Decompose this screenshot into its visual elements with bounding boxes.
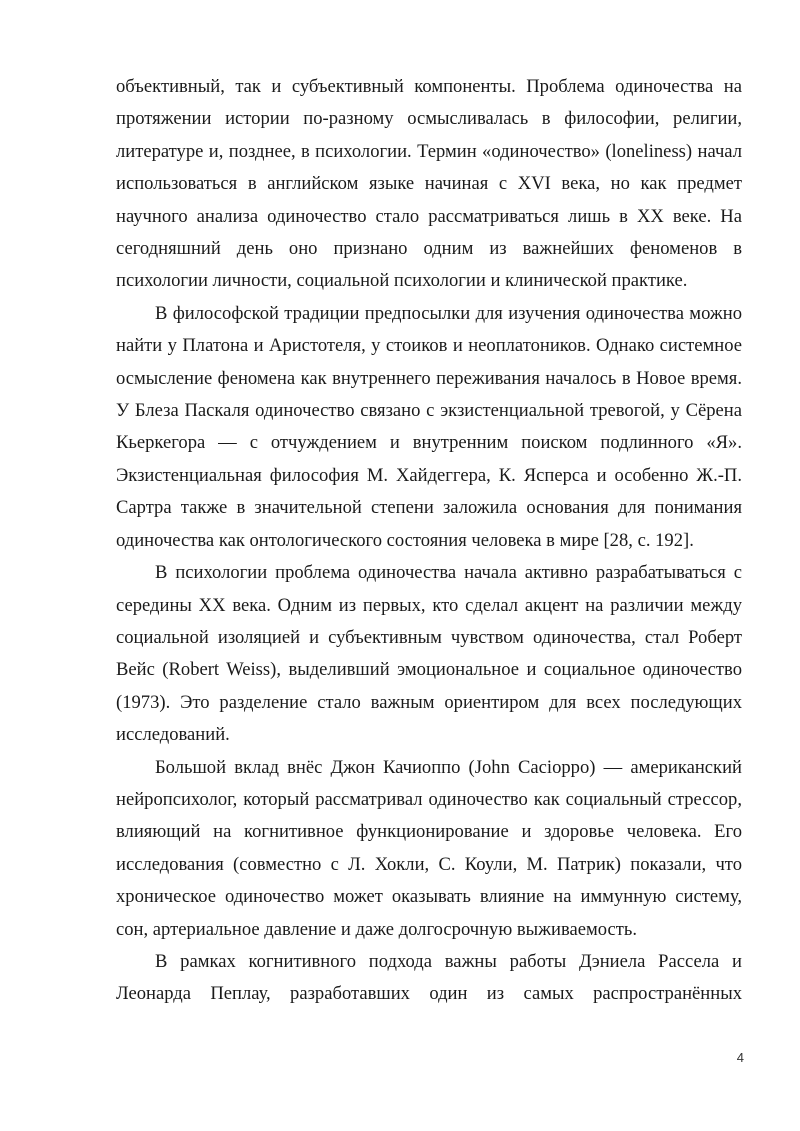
paragraph-1: объективный, так и субъективный компоненты. Проблема одиночества на протяжении истории по-разному осмысливалась в философии, религии, литературе и, позднее, в психологии. Термин «одиночество» (loneliness) начал использоваться в английском языке начиная с XVI века, но как предмет научного анализа одиночество стало рассматриваться лишь в XX веке. На сегодняшний день оно признано одним из важнейших феноменов в психологии личности, социальной психологии и клинической практике. xyxy=(116,76,742,292)
paragraph-5: В рамках когнитивного подхода важны работы Дэниела Рассела и Леонарда Пеплау, разработавших один из самых распространённых xyxy=(116,950,742,1005)
paragraph-3: В психологии проблема одиночества начала активно разрабатываться с середины XX века. Одним из первых, кто сделал акцент на различии между социальной изоляцией и субъективным чувством одиночества, стал Роберт Вейс (Robert Weiss), выделивший эмоциональное и социальное одиночество (1973). Это разделение стало важным ориентиром для всех последующих исследований. xyxy=(116,562,742,746)
paragraph-2: В философской традиции предпосылки для изучения одиночества можно найти у Платона и Аристотеля, у стоиков и неоплатоников. Однако системное осмысление феномена как внутреннего переживания началось в Новое время. У Блеза Паскаля одиночество связано с экзистенциальной тревогой, у Сёрена Кьеркегора — с отчуждением и внутренним поиском подлинного «Я». Экзистенциальная философия М. Хайдеггера, К. Ясперса и особенно Ж.-П. Сартра также в значительной степени заложила основания для понимания одиночества как онтологического состояния человека в мире [28, с. 192]. xyxy=(116,302,742,551)
page-number: 4 xyxy=(736,1050,744,1065)
paragraph-4: Большой вклад внёс Джон Качиоппо (John Cacioppo) — американский нейропсихолог, который рассматривал одиночество как социальный стрессор, влияющий на когнитивное функционирование и здоровье человека. Его исследования (совместно с Л. Хокли, С. Коули, М. Патрик) показали, что хроническое одиночество может оказывать влияние на иммунную систему, сон, артериальное давление и даже долгосрочную выживаемость. xyxy=(116,756,742,940)
document-page xyxy=(116,71,742,1011)
